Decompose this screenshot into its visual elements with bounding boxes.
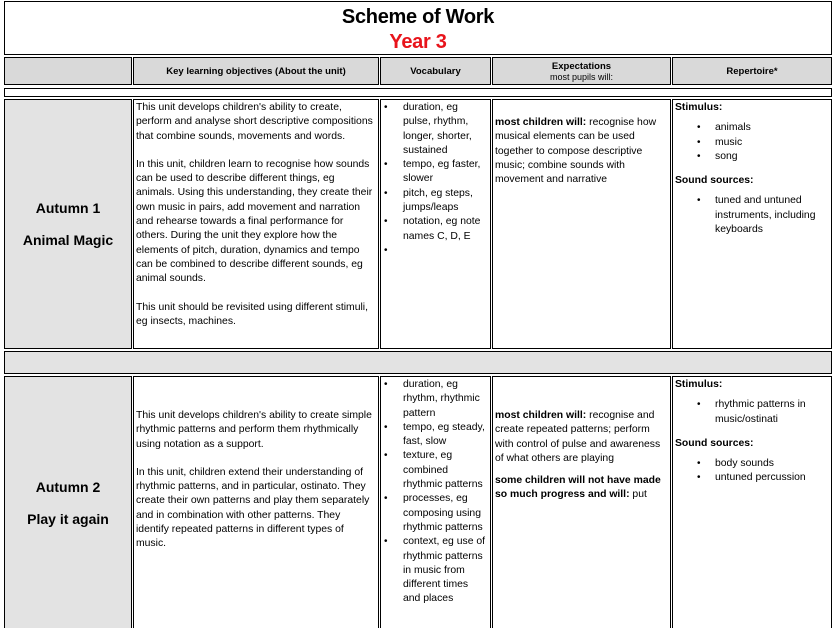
unit-objectives-cell (133, 376, 379, 628)
stimulus-label: Stimulus: (675, 102, 723, 113)
unit-vocabulary-cell (380, 376, 491, 628)
expectations-paragraph (495, 409, 668, 466)
vocabulary-item: • context, eg use of rhythmic patterns in music from different times and places (383, 535, 488, 606)
expectations-bold: most children will: (495, 410, 587, 421)
year-subtitle: Year 3 (389, 31, 447, 53)
header-expectations-sub: most pupils will: (549, 71, 614, 82)
sound-sources-label: Sound sources: (675, 437, 754, 449)
expectations-bold: some children will not have made so much progress and will: (495, 475, 661, 501)
unit-term: Autumn 1 (35, 200, 101, 216)
stimulus-item: • music (675, 136, 829, 150)
divider-row (4, 351, 832, 374)
unit-repertoire-cell (672, 376, 832, 628)
vocabulary-item: • processes, eg composing using rhythmic patterns (383, 492, 488, 535)
header-repertoire-label: Repertoire* (726, 65, 778, 77)
expectations-text: recognise how musical elements can be used together to compose descriptive music; combine sounds with movement and narrative (495, 117, 657, 186)
title-box (4, 1, 832, 55)
header-blank-cell (4, 57, 132, 85)
sound-sources-label: Sound sources: (675, 175, 754, 187)
vocabulary-list (383, 378, 488, 607)
page-title: Scheme of Work (341, 6, 495, 28)
vocabulary-item-empty (383, 244, 488, 258)
vocabulary-item: • duration, eg rhythm, rhythmic pattern (383, 378, 488, 421)
unit-name: Animal Magic (22, 232, 114, 248)
unit-objectives-cell (133, 99, 379, 349)
header-expectations (492, 57, 671, 85)
sound-sources-list (675, 194, 829, 237)
sound-sources-list (675, 457, 829, 486)
vocabulary-item: • notation, eg note names C, D, E (383, 215, 488, 244)
vocabulary-item: • texture, eg combined rhythmic patterns (383, 449, 488, 492)
expectations-bold: most children will: (495, 117, 587, 128)
stimulus-item: • animals (675, 121, 829, 135)
spacer-row (4, 88, 832, 97)
unit-label-autumn-2 (4, 376, 132, 628)
objective-paragraph: This unit develops children's ability to create simple rhythmic patterns and perform them rhythmically using notation as a support. (136, 410, 372, 450)
vocabulary-item: • tempo, eg steady, fast, slow (383, 421, 488, 450)
header-vocabulary-label: Vocabulary (410, 65, 461, 77)
expectations-paragraph (495, 474, 668, 503)
objective-paragraph: In this unit, children extend their understanding of rhythmic patterns, and in particular, ostinato. They create their own patterns and play them separately and in combination with other patterns. They identify repeated patterns in different types of music. (136, 466, 370, 550)
sound-source-item: • body sounds (675, 457, 829, 471)
vocabulary-item: • duration, eg pulse, rhythm, longer, shorter, sustained (383, 101, 488, 158)
objective-paragraph: This unit develops children's ability to create, perform and analyse short descriptive compositions that combine sounds, movements and words. (136, 102, 373, 142)
vocabulary-list (383, 101, 488, 258)
unit-vocabulary-cell (380, 99, 491, 349)
objective-paragraph: In this unit, children learn to recognise how sounds can be used to describe different things, eg animals. Using this understanding, they create their own music in pairs, add movement and narration and rehearse towards a final performance for others. During the unit they explore how the elements of pitch, duration, dynamics and tempo can be combined to describe different sounds, eg animal sounds. (136, 158, 373, 285)
stimulus-list (675, 398, 829, 427)
sound-source-item: • tuned and untuned instruments, including keyboards (675, 194, 829, 237)
unit-name: Play it again (27, 510, 109, 527)
header-expectations-label: Expectations (551, 60, 612, 72)
unit-label-autumn-1 (4, 99, 132, 349)
unit-repertoire-cell (672, 99, 832, 349)
unit-expectations-cell (492, 99, 671, 349)
vocabulary-item: • tempo, eg faster, slower (383, 158, 488, 187)
stimulus-list (675, 121, 829, 164)
header-repertoire (672, 57, 832, 85)
unit-term: Autumn 2 (35, 478, 101, 495)
expectations-text: recognise and create repeated patterns; perform with control of pulse and awareness of what others are playing (495, 410, 661, 464)
header-objectives-label: Key learning objectives (About the unit) (166, 65, 346, 77)
vocabulary-item: • pitch, eg steps, jumps/leaps (383, 187, 488, 216)
header-objectives (133, 57, 379, 85)
objective-paragraph: This unit should be revisited using different stimuli, eg insects, machines. (136, 301, 368, 327)
expectations-text: put (629, 489, 647, 501)
stimulus-item: • rhythmic patterns in music/ostinati (675, 398, 829, 427)
unit-expectations-cell (492, 376, 671, 628)
header-vocabulary (380, 57, 491, 85)
sound-source-item: • untuned percussion (675, 471, 829, 485)
stimulus-item: • song (675, 150, 829, 164)
stimulus-label: Stimulus: (675, 379, 723, 390)
